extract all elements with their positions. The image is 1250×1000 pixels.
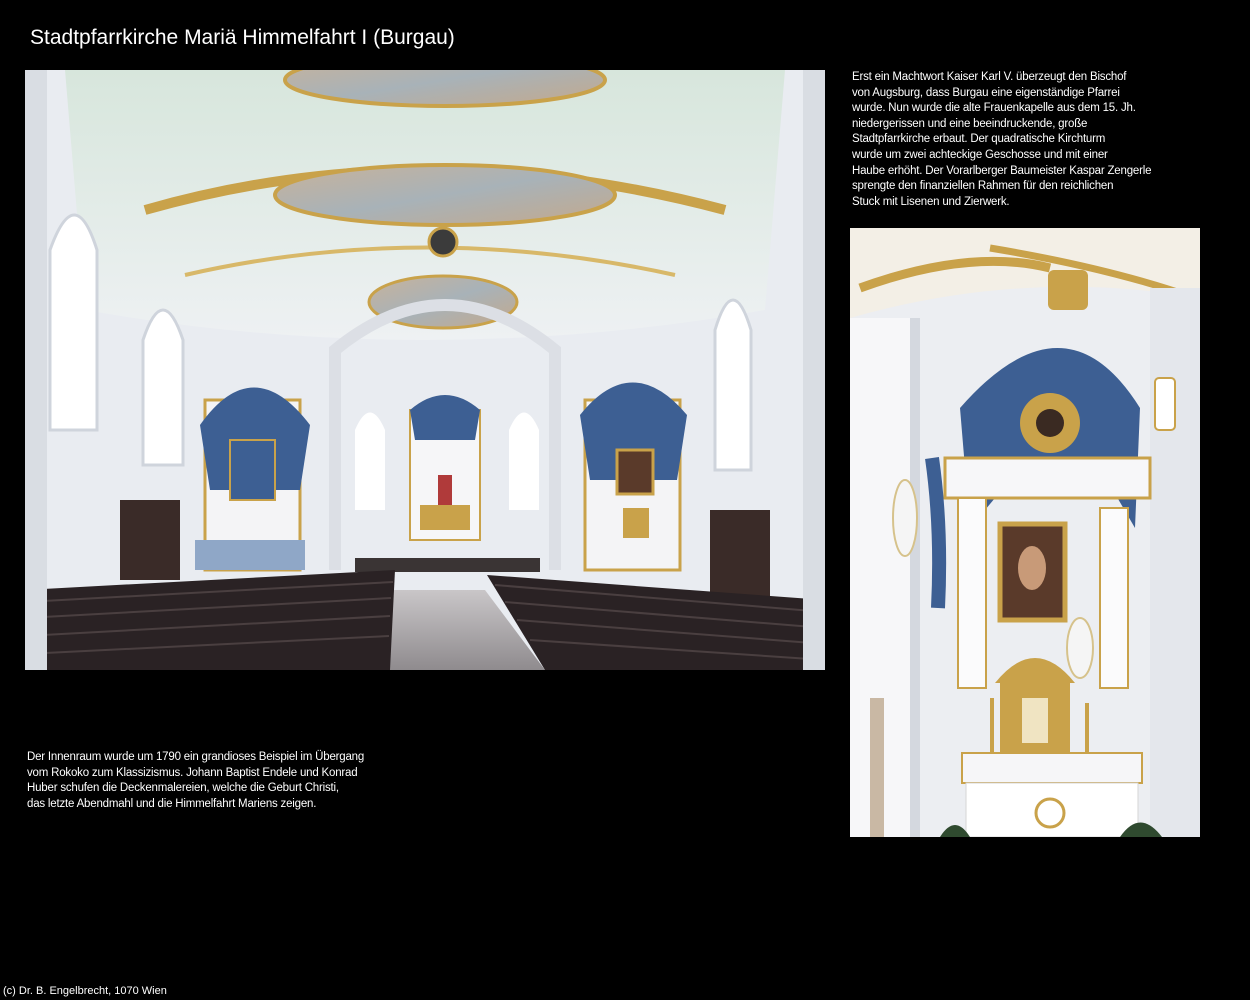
- text-line: wurde. Nun wurde die alte Frauenkapelle aus dem 15. Jh.: [852, 102, 1136, 115]
- text-line: Haube erhöht. Der Vorarlberger Baumeister Kaspar Zengerle: [852, 164, 1152, 177]
- text-line: Huber schufen die Deckenmalereien, welche die Geburt Christi,: [27, 782, 339, 795]
- text-line: sprengte den finanziellen Rahmen für den reichlichen: [852, 180, 1114, 193]
- text-line: das letzte Abendmahl und die Himmelfahrt Mariens zeigen.: [27, 797, 317, 810]
- description-paragraph-right: [852, 70, 1151, 210]
- page-title: Stadtpfarrkirche Mariä Himmelfahrt I (Burgau): [30, 26, 455, 49]
- text-line: Der Innenraum wurde um 1790 ein grandioses Beispiel im Übergang: [27, 751, 365, 763]
- text-line: niedergerissen und eine beeindruckende, große: [852, 117, 1088, 130]
- church-interior-photo: [25, 70, 825, 670]
- text-line: wurde um zwei achteckige Geschosse und mit einer: [852, 148, 1108, 161]
- description-paragraph-left: [27, 750, 364, 812]
- text-line: vom Rokoko zum Klassizismus. Johann Baptist Endele und Konrad: [27, 766, 358, 779]
- copyright-footer: (c) Dr. B. Engelbrecht, 1070 Wien: [3, 985, 167, 997]
- text-line: Stuck mit Lisenen und Zierwerk.: [852, 195, 1010, 208]
- text-line: Erst ein Machtwort Kaiser Karl V. überzeugt den Bischof: [852, 71, 1127, 83]
- text-line: von Augsburg, dass Burgau eine eigenständige Pfarrei: [852, 86, 1120, 99]
- side-altar-photo: [850, 228, 1200, 837]
- text-line: Stadtpfarrkirche erbaut. Der quadratische Kirchturm: [852, 133, 1106, 146]
